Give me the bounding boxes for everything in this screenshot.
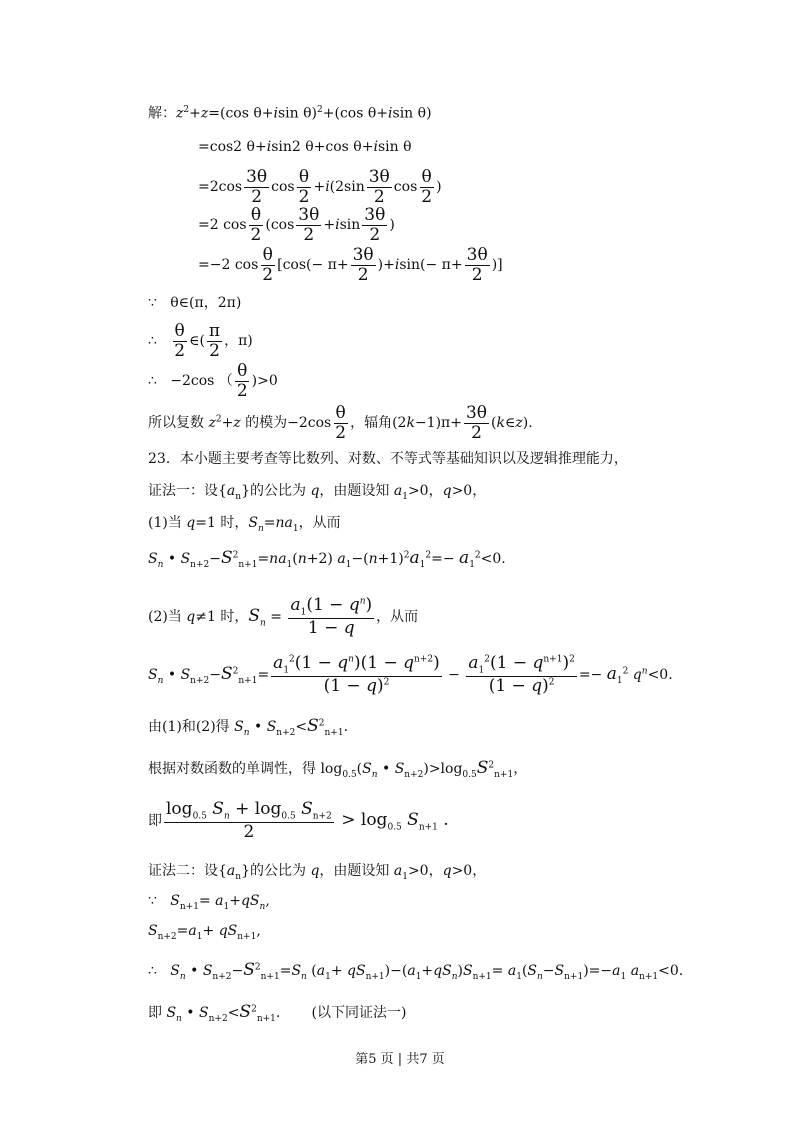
line-23: 即 $S_n$ • $S_{n+2}<S^2_{n+1}$. (以下同证法一) [148,1002,407,1024]
line-12: (1)当 q=1 时，$S_n=na_1$，从而 [148,515,341,534]
line-22: ∴ $S_n$ • $S_{n+2}-S^2_{n+1}=S_n$ $(a_1+ qS_{n+1})-(a_1+qS_n)S_{n+1}= a_1(S_n-S_{n+1})=-a_1$ $a_{n+1}<0$. [148,960,684,982]
line-17: 根据对数函数的单调性，得 $\log_{0.5}(S_n$ • $S_{n+2})>\log_{0.5}S^2_{n+1}$， [148,758,528,780]
line-8: ∴ −2cos （ $\frac{\theta}{2}$ )>0 [148,361,278,401]
line-20: ∵ $S_{n+1}= a_1+qS_n$, [148,893,270,912]
line-15: $S_n$ • $S_{n+2}-S^2_{n+1}=$ $\frac{a_1^2(1 - q^n)(1 - q^{n+2})}{(1 - q)^2}$ − $\frac{a_1^2(1 - q^{n+1})^2}{(1 - q)^2}$ =− $a_1^2$ $q^n<0$. [148,653,673,697]
line-11: 证法一：设$\{a_n\}$的公比为 q，由题设知 $a_1>0$，q>0， [148,483,487,502]
line-18: 即 $\frac{\log_{0.5} S_n + \log_{0.5} S_{n+2}}{2}$ > $\log_{0.5} S_{n+1}$ . [148,799,449,843]
line-5: =−2 cos $\frac{\theta}{2}$ [cos(− π+ $\frac{3\theta}{2}$ )+isin(− π+ $\frac{3\theta}{2}$ )] [198,245,503,285]
page-footer: 第5 页 | 共7 页 [355,1052,445,1067]
line-6: ∵ θ∈(π，2π) [148,295,242,311]
line-19: 证法二：设$\{a_n\}$的公比为 q，由题设知 $a_1>0$，q>0， [148,863,487,882]
line-16: 由(1)和(2)得 $S_n$ • $S_{n+2}<S^2_{n+1}$. [148,716,349,738]
line-14: (2)当 q≠1 时，$S_n$ = $\frac{a_1(1 - q^n)}{1 - q}$ ，从而 [148,595,419,639]
line-21: $S_{n+2}=a_1+ qS_{n+1}$, [148,923,261,942]
line-4: =2 cos $\frac{\theta}{2}$ (cos $\frac{3\theta}{2}$ +isin $\frac{3\theta}{2}$ ) [198,205,395,245]
line-3: =2cos $\frac{3\theta}{2}$ cos $\frac{\theta}{2}$ +i(2sin $\frac{3\theta}{2}$ cos $\frac{\theta}{2}$ ) [198,167,442,207]
line-13: $S_n$ • $S_{n+2}-S^2_{n+1}=na_1(n+2)$ $a_1-(n+1)^2a_1^2=- a_1^2<0$. [148,548,506,570]
line-9: 所以复数 $z^2+z$ 的模为−2cos $\frac{\theta}{2}$ ，辐角(2k−1)π+ $\frac{3\theta}{2}$ (k∈z). [148,403,533,443]
line-2: =cos2 θ+isin2 θ+cos θ+isin θ [198,139,412,155]
line-7: ∴ $\frac{\theta}{2}$ ∈( $\frac{\pi}{2}$ ，π) [148,321,253,361]
line-10: 23．本小题主要考查等比数列、对数、不等式等基础知识以及逻辑推理能力， [148,451,628,467]
line-1: 解：$z^2+z=(\cos$ θ+isin θ)$^2$+(cos θ+isin θ) [148,105,432,122]
